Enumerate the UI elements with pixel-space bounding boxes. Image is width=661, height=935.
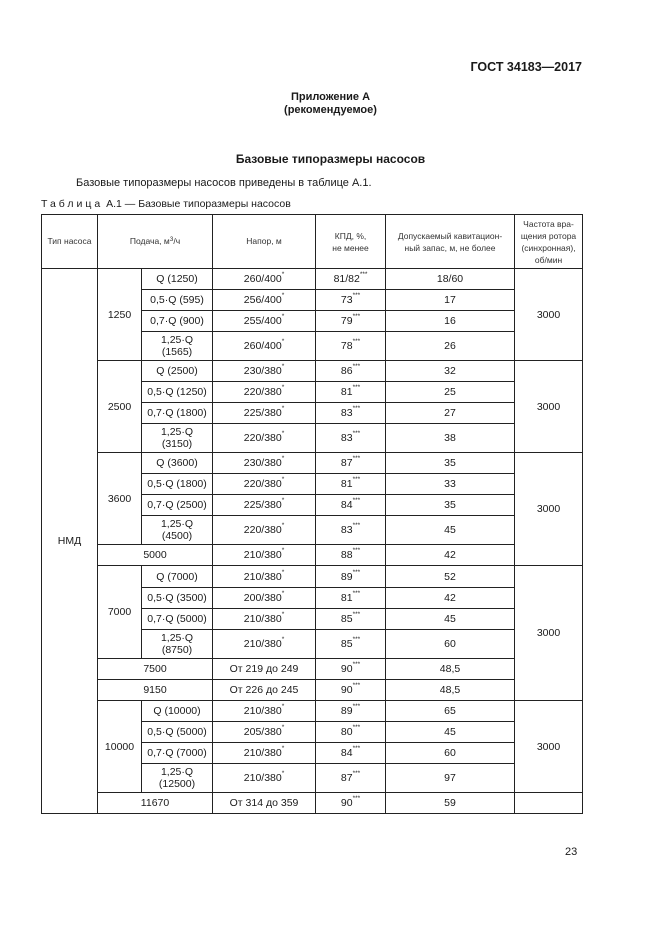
npsh-cell: 65 [386, 701, 515, 722]
flow-cell: Q (2500) [142, 361, 213, 382]
head-cell: 260/400* [213, 332, 316, 361]
head-cell: 210/380* [213, 566, 316, 588]
npsh-cell: 97 [386, 764, 515, 793]
npsh-cell: 52 [386, 566, 515, 588]
npsh-cell: 35 [386, 495, 515, 516]
flow-cell: 0,5·Q (3500) [142, 588, 213, 609]
npsh-cell: 17 [386, 290, 515, 311]
npsh-cell: 18/60 [386, 269, 515, 290]
section-title: Базовые типоразмеры насосов [235, 152, 426, 166]
header-npsh: Допускаемый кавитацион- ный запас, м, не более [386, 215, 515, 269]
flow-cell: 7500 [98, 659, 213, 680]
head-cell: 225/380* [213, 495, 316, 516]
npsh-cell: 45 [386, 609, 515, 630]
efficiency-cell: 87*** [316, 453, 386, 474]
efficiency-cell: 86*** [316, 361, 386, 382]
intro-paragraph: Базовые типоразмеры насосов приведены в таблице А.1. [76, 177, 372, 189]
head-cell: 230/380* [213, 361, 316, 382]
npsh-cell: 27 [386, 403, 515, 424]
pump-sizes-table [41, 214, 583, 814]
efficiency-cell: 83*** [316, 424, 386, 453]
table-caption [41, 198, 291, 210]
npsh-cell: 59 [386, 793, 515, 814]
flow-cell: 1,25·Q (3150) [142, 424, 213, 453]
npsh-cell: 33 [386, 474, 515, 495]
appendix-title: Приложение А [290, 91, 371, 103]
head-cell: 256/400* [213, 290, 316, 311]
head-cell: 210/380* [213, 609, 316, 630]
flow-cell: 1,25·Q (12500) [142, 764, 213, 793]
table-row [42, 659, 583, 680]
caption-prefix: Таблица [41, 198, 104, 210]
table-row [42, 701, 583, 722]
caption-rest: А.1 — Базовые типоразмеры насосов [106, 198, 291, 210]
flow-cell: 0,7·Q (1800) [142, 403, 213, 424]
table-row [42, 793, 583, 814]
table-header-row [42, 215, 583, 269]
document-code: ГОСТ 34183—2017 [470, 60, 582, 74]
efficiency-cell: 84*** [316, 743, 386, 764]
nominal-flow-cell: 2500 [98, 361, 142, 453]
nominal-flow-cell: 1250 [98, 269, 142, 361]
nominal-flow-cell: 3600 [98, 453, 142, 545]
efficiency-cell: 89*** [316, 566, 386, 588]
npsh-cell: 38 [386, 424, 515, 453]
flow-cell: 0,5·Q (1250) [142, 382, 213, 403]
rotation-cell-empty [515, 793, 583, 814]
efficiency-cell: 81/82*** [316, 269, 386, 290]
npsh-cell: 16 [386, 311, 515, 332]
nominal-flow-cell: 10000 [98, 701, 142, 793]
efficiency-cell: 84*** [316, 495, 386, 516]
rotation-cell: 3000 [515, 453, 583, 566]
flow-cell: Q (1250) [142, 269, 213, 290]
table-row [42, 566, 583, 588]
table-row [42, 269, 583, 290]
efficiency-cell: 89*** [316, 701, 386, 722]
header-efficiency: КПД, %, не менее [316, 215, 386, 269]
rotation-cell: 3000 [515, 361, 583, 453]
efficiency-cell: 81*** [316, 382, 386, 403]
rotation-cell: 3000 [515, 269, 583, 361]
efficiency-cell: 81*** [316, 474, 386, 495]
flow-cell: 0,5·Q (595) [142, 290, 213, 311]
efficiency-cell: 87*** [316, 764, 386, 793]
head-cell: От 226 до 245 [213, 680, 316, 701]
head-cell: 260/400* [213, 269, 316, 290]
flow-cell: 1,25·Q (4500) [142, 516, 213, 545]
head-cell: 210/380* [213, 630, 316, 659]
head-cell: 255/400* [213, 311, 316, 332]
head-cell: От 219 до 249 [213, 659, 316, 680]
pump-type-cell: НМД [42, 269, 98, 814]
efficiency-cell: 90*** [316, 680, 386, 701]
flow-cell: Q (10000) [142, 701, 213, 722]
npsh-cell: 42 [386, 588, 515, 609]
efficiency-cell: 81*** [316, 588, 386, 609]
flow-cell: 9150 [98, 680, 213, 701]
npsh-cell: 48,5 [386, 659, 515, 680]
flow-cell: 11670 [98, 793, 213, 814]
efficiency-cell: 90*** [316, 793, 386, 814]
npsh-cell: 48,5 [386, 680, 515, 701]
rotation-cell: 3000 [515, 566, 583, 701]
head-cell: 220/380* [213, 382, 316, 403]
flow-cell: Q (7000) [142, 566, 213, 588]
head-cell: 230/380* [213, 453, 316, 474]
nominal-flow-cell: 7000 [98, 566, 142, 659]
page-number: 23 [565, 846, 578, 858]
flow-cell: 5000 [98, 545, 213, 566]
appendix-note: (рекомендуемое) [284, 104, 377, 116]
head-cell: 205/380* [213, 722, 316, 743]
head-cell: 220/380* [213, 516, 316, 545]
flow-cell: 1,25·Q (1565) [142, 332, 213, 361]
npsh-cell: 60 [386, 743, 515, 764]
npsh-cell: 26 [386, 332, 515, 361]
flow-cell: 0,5·Q (5000) [142, 722, 213, 743]
efficiency-cell: 73*** [316, 290, 386, 311]
efficiency-cell: 85*** [316, 609, 386, 630]
npsh-cell: 42 [386, 545, 515, 566]
rotation-cell: 3000 [515, 701, 583, 793]
efficiency-cell: 80*** [316, 722, 386, 743]
efficiency-cell: 79*** [316, 311, 386, 332]
flow-cell: 0,7·Q (7000) [142, 743, 213, 764]
table-row [42, 545, 583, 566]
efficiency-cell: 88*** [316, 545, 386, 566]
header-pump-type: Тип насоса [42, 215, 98, 269]
head-cell: 210/380* [213, 701, 316, 722]
head-cell: 200/380* [213, 588, 316, 609]
head-cell: 210/380* [213, 743, 316, 764]
head-cell: 210/380* [213, 545, 316, 566]
efficiency-cell: 85*** [316, 630, 386, 659]
flow-cell: 0,5·Q (1800) [142, 474, 213, 495]
head-cell: 225/380* [213, 403, 316, 424]
npsh-cell: 25 [386, 382, 515, 403]
flow-cell: Q (3600) [142, 453, 213, 474]
flow-cell: 0,7·Q (5000) [142, 609, 213, 630]
table-row [42, 680, 583, 701]
efficiency-cell: 90*** [316, 659, 386, 680]
table-row [42, 453, 583, 474]
efficiency-cell: 78*** [316, 332, 386, 361]
head-cell: От 314 до 359 [213, 793, 316, 814]
head-cell: 210/380* [213, 764, 316, 793]
flow-cell: 1,25·Q (8750) [142, 630, 213, 659]
table-row [42, 361, 583, 382]
head-cell: 220/380* [213, 474, 316, 495]
npsh-cell: 35 [386, 453, 515, 474]
efficiency-cell: 83*** [316, 516, 386, 545]
header-flow: Подача, $м^3/ч$ [98, 215, 213, 269]
flow-cell: 0,7·Q (900) [142, 311, 213, 332]
header-rotation: Частота вра- щения ротора (синхронная), об/мин [515, 215, 583, 269]
npsh-cell: 60 [386, 630, 515, 659]
npsh-cell: 45 [386, 722, 515, 743]
efficiency-cell: 83*** [316, 403, 386, 424]
flow-cell: 0,7·Q (2500) [142, 495, 213, 516]
npsh-cell: 32 [386, 361, 515, 382]
header-head: Напор, м [213, 215, 316, 269]
npsh-cell: 45 [386, 516, 515, 545]
head-cell: 220/380* [213, 424, 316, 453]
